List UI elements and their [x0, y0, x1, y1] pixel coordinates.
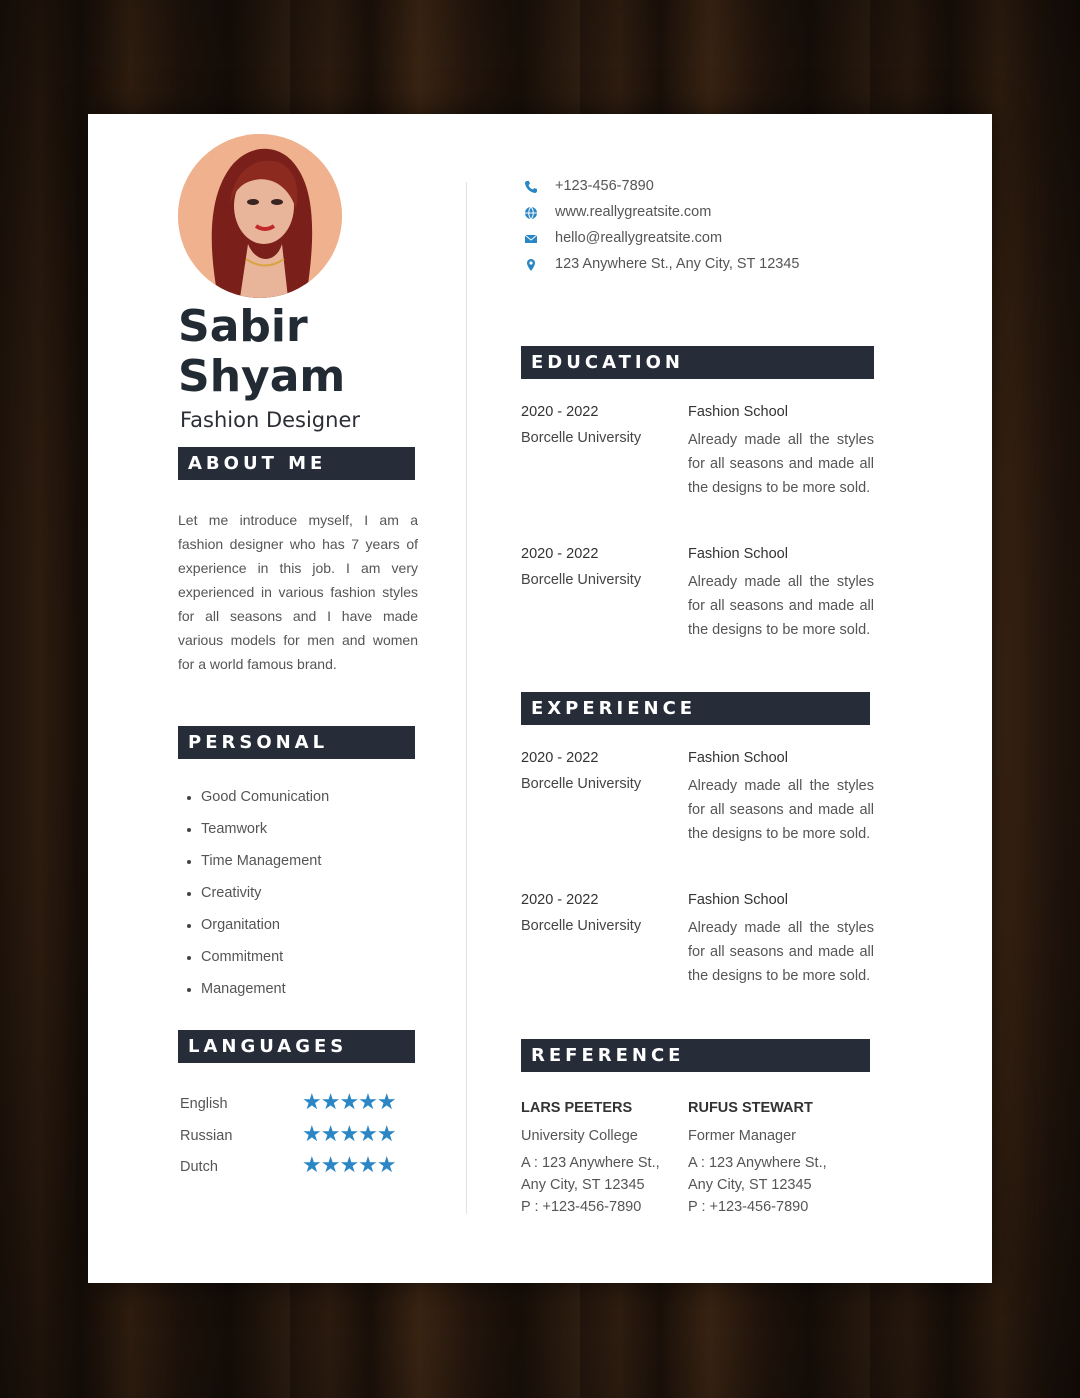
star-rating-icon: ★★★★★ [302, 1090, 396, 1115]
list-item: Management [184, 978, 329, 1010]
entry-description: Already made all the styles for all seasons and made all the designs to be more sold. [688, 432, 874, 496]
language-name: Russian [180, 1128, 233, 1144]
contact-phone: +123-456-7890 [524, 178, 844, 200]
list-item: Teamwork [184, 818, 329, 850]
phone-icon [524, 180, 538, 194]
reference-address: A : 123 Anywhere St., [688, 1155, 827, 1171]
entry-school: Fashion School [688, 546, 788, 562]
entry-school: Fashion School [688, 892, 788, 908]
list-item: Commitment [184, 946, 329, 978]
reference-address: Any City, ST 12345 [688, 1177, 812, 1193]
reference-address: A : 123 Anywhere St., [521, 1155, 660, 1171]
language-row [180, 1090, 420, 1118]
section-header-about: ABOUT ME [178, 447, 415, 480]
personal-skills-list [184, 786, 329, 1010]
location-pin-icon [524, 258, 538, 272]
list-item: Time Management [184, 850, 329, 882]
entry-description: Already made all the styles for all seasons and made all the designs to be more sold. [688, 574, 874, 638]
resume-page [88, 114, 992, 1283]
reference-title: Former Manager [688, 1128, 796, 1144]
section-header-reference: REFERENCE [521, 1039, 870, 1072]
reference-entry [521, 1100, 681, 1218]
language-row [180, 1122, 420, 1150]
entry-years: 2020 - 2022 [521, 892, 599, 908]
reference-title: University College [521, 1128, 638, 1144]
entry-years: 2020 - 2022 [521, 546, 599, 562]
section-header-languages: LANGUAGES [178, 1030, 415, 1063]
section-header-experience: EXPERIENCE [521, 692, 870, 725]
entry-university: Borcelle University [521, 776, 642, 792]
star-rating-icon: ★★★★★ [302, 1153, 396, 1178]
list-item: Creativity [184, 882, 329, 914]
reference-phone: P : +123-456-7890 [688, 1199, 809, 1215]
reference-entry [688, 1100, 848, 1218]
reference-name: RUFUS STEWART [688, 1100, 813, 1116]
contact-email: hello@reallygreatsite.com [524, 230, 844, 252]
entry-description: Already made all the styles for all seasons and made all the designs to be more sold. [688, 920, 874, 984]
language-name: Dutch [180, 1159, 218, 1175]
globe-icon [524, 206, 538, 220]
language-row [180, 1153, 420, 1181]
reference-address: Any City, ST 12345 [521, 1177, 645, 1193]
column-divider [466, 182, 467, 1214]
language-name: English [180, 1096, 228, 1112]
reference-name: LARS PEETERS [521, 1100, 633, 1116]
about-text: Let me introduce myself, I am a fashion designer who has 7 years of experience in this job. I am very experienced in various fashion styles for all seasons and I have made various models for men and women for a world famous brand. [178, 512, 418, 672]
mail-icon [524, 232, 538, 246]
entry-years: 2020 - 2022 [521, 750, 599, 766]
profile-photo [178, 134, 342, 298]
entry-school: Fashion School [688, 404, 788, 420]
entry-university: Borcelle University [521, 572, 642, 588]
entry-university: Borcelle University [521, 918, 642, 934]
entry-years: 2020 - 2022 [521, 404, 599, 420]
entry-description: Already made all the styles for all seasons and made all the designs to be more sold. [688, 778, 874, 842]
list-item: Organitation [184, 914, 329, 946]
contact-website: www.reallygreatsite.com [524, 204, 844, 226]
section-header-personal: PERSONAL [178, 726, 415, 759]
star-rating-icon: ★★★★★ [302, 1122, 396, 1147]
section-header-education: EDUCATION [521, 346, 874, 379]
person-name: Sabir Shyam [178, 301, 346, 402]
entry-university: Borcelle University [521, 430, 642, 446]
contact-address: 123 Anywhere St., Any City, ST 12345 [524, 256, 844, 278]
list-item: Good Comunication [184, 786, 329, 818]
job-title: Fashion Designer [180, 408, 360, 432]
reference-phone: P : +123-456-7890 [521, 1199, 642, 1215]
entry-school: Fashion School [688, 750, 788, 766]
